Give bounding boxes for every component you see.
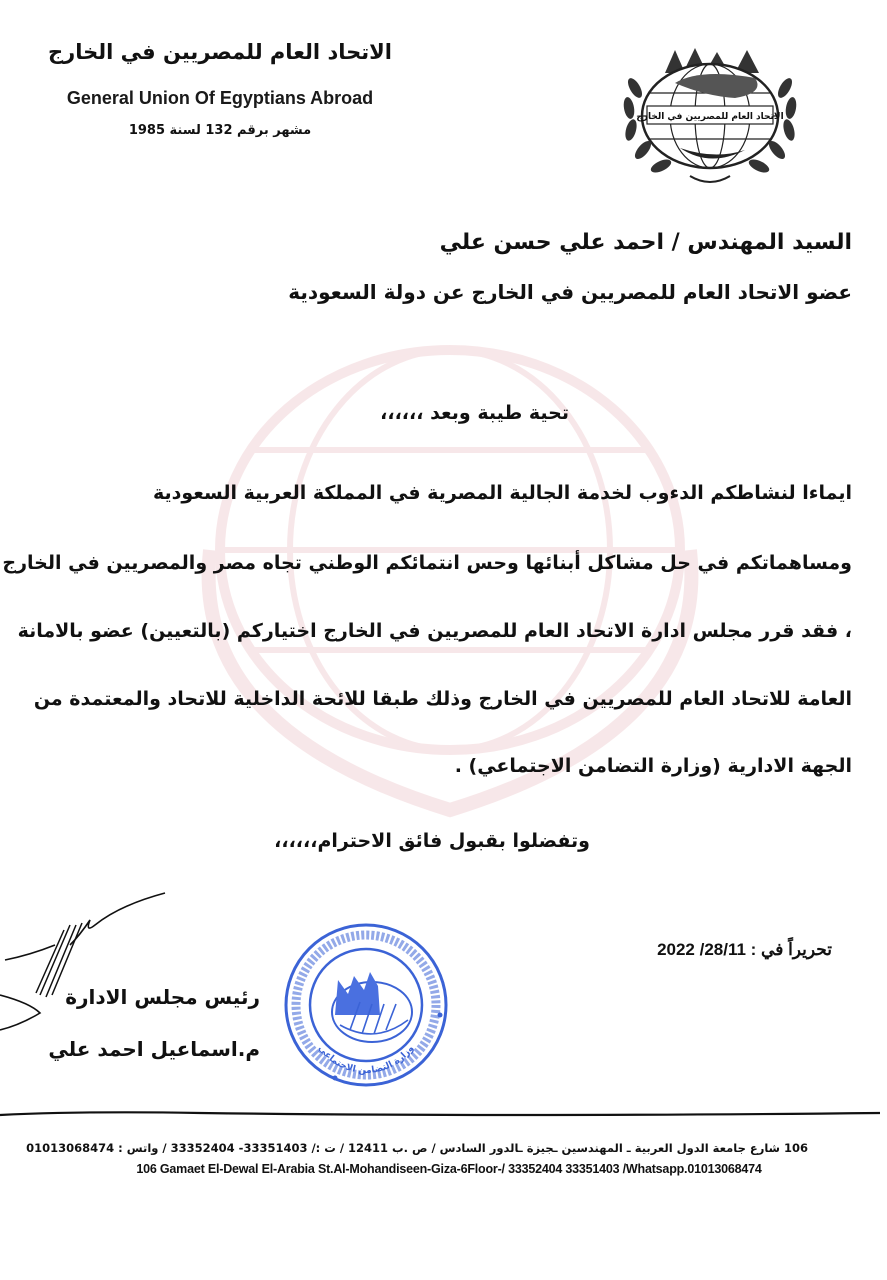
footer-address-arabic: 106 شارع جامعة الدول العربية ـ المهندسين ـجيزة ـالدور السادس / ص .ب 12411 / ت :/ 33351403- 33352404 / واتس : 01013068474 (26, 1141, 808, 1155)
union-logo (605, 38, 815, 188)
footer-divider (0, 1108, 887, 1120)
signature (0, 885, 175, 1055)
body-line: ، فقد قرر مجلس ادارة الاتحاد العام للمصريين في الخارج اختياركم (بالتعيين) عضو بالامانة (17, 620, 852, 642)
logo-banner-text: الاتحاد العام للمصريين في الخارج (636, 112, 784, 122)
org-name-arabic: الاتحاد العام للمصريين في الخارج (48, 40, 392, 64)
footer-address-english: 106 Gamaet El-Dewal El-Arabia St.Al-Mohandiseen-Giza-6Floor-/ 33352404 33351403 /Whatsapp.01013068474 (136, 1162, 762, 1176)
body-line: ايماءا لنشاطكم الدءوب لخدمة الجالية المصرية في المملكة العربية السعودية (152, 482, 852, 504)
greeting: تحية طيبة وبعد ،،،،،، (380, 402, 569, 424)
addressee: السيد المهندس / احمد علي حسن علي (439, 230, 852, 255)
body-line: ومساهماتكم في حل مشاكل أبنائها وحس انتمائكم الوطني تجاه مصر والمصريين في الخارج (2, 552, 852, 574)
closing: وتفضلوا بقبول فائق الاحترام،،،،،، (274, 830, 590, 852)
body-line: الجهة الادارية (وزارة التضامن الاجتماعي) . (454, 755, 852, 777)
member-line: عضو الاتحاد العام للمصريين في الخارج عن دولة السعودية (288, 280, 852, 304)
body-line: العامة للاتحاد العام للمصريين في الخارج وذلك طبقا للائحة الداخلية للاتحاد والمعتمدة من (33, 688, 852, 710)
registration-number: مشهر برقم 132 لسنة 1985 (128, 123, 312, 138)
signatory-title: رئيس مجلس الادارة (65, 985, 260, 1009)
signatory-name: م.اسماعيل احمد علي (48, 1037, 260, 1061)
stamp-text: وزارة التضامن الاجتماعي (315, 1043, 417, 1077)
official-stamp (280, 920, 452, 1090)
org-name-english: General Union Of Egyptians Abroad (66, 88, 374, 108)
date: تحريراً في : 28/11/ 2022 (657, 940, 832, 959)
